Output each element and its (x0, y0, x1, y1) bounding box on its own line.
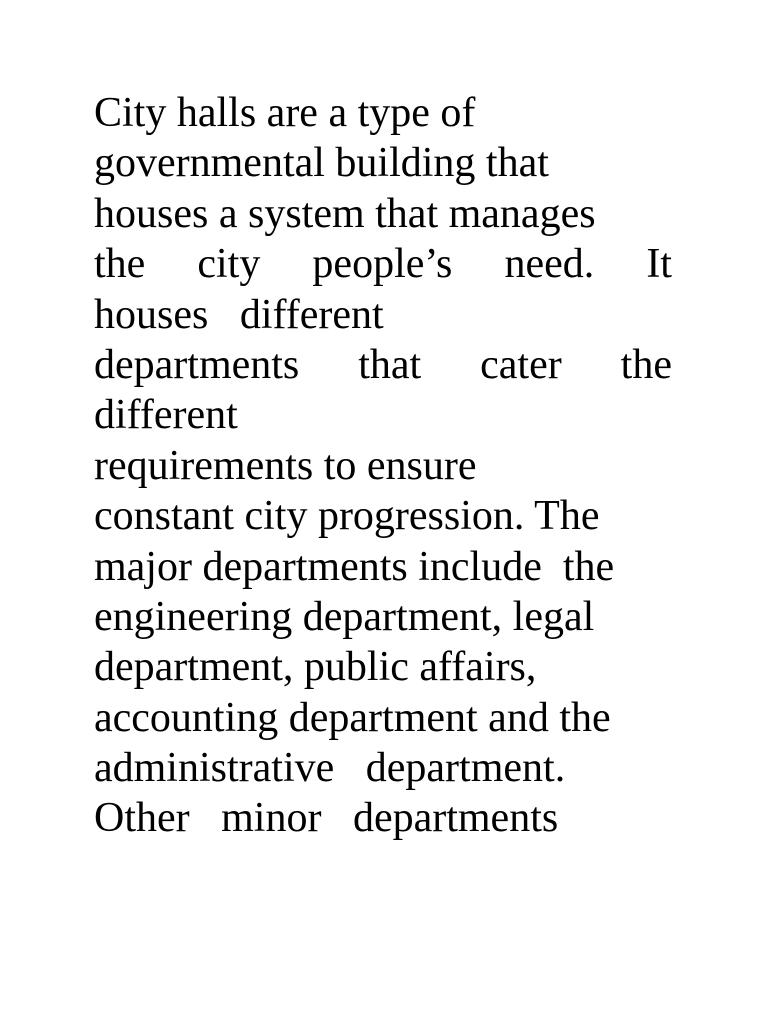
word: departments (94, 341, 300, 388)
word: It (646, 241, 672, 288)
text-line: engineering department, legal (94, 593, 595, 640)
text-line: City halls are a type of (94, 90, 476, 136)
word: city (197, 241, 261, 288)
word: the (620, 341, 672, 388)
text-line: different (94, 392, 238, 439)
text-line: accounting department and the (94, 694, 611, 741)
text-line: administrative department. (94, 745, 566, 792)
word: people’s (312, 241, 453, 288)
text-line-justified (94, 340, 672, 390)
text-line: requirements to ensure (94, 442, 477, 489)
text-line: constant city progression. The (94, 493, 600, 540)
text-line: major departments include the (94, 543, 615, 590)
text-line: houses a system that manages (94, 190, 596, 237)
text-line: governmental building that (94, 140, 549, 187)
word: the (94, 241, 146, 288)
text-line: department, public affairs, (94, 644, 537, 691)
word: that (358, 341, 422, 388)
text-line: Other minor departments (94, 795, 559, 842)
word: need. (504, 241, 595, 288)
text-line-justified (94, 239, 672, 289)
body-text (94, 88, 672, 844)
text-line: houses different (94, 291, 384, 338)
word: cater (480, 341, 562, 388)
